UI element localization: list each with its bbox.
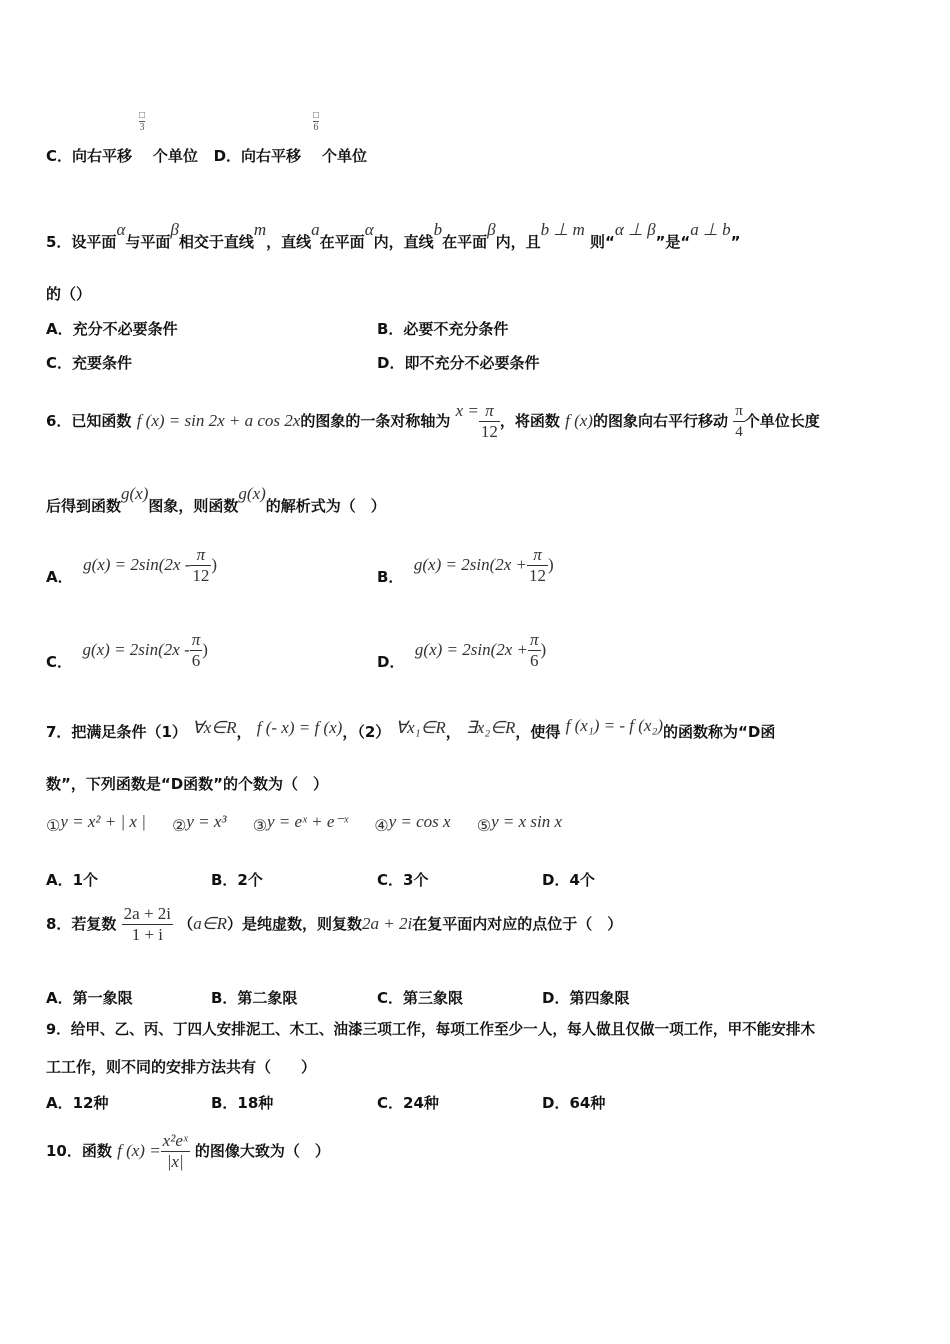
q7-item-4-number: ④ — [374, 816, 389, 835]
q7-stem-line1 — [46, 716, 776, 742]
q6-function-f: f (x) = sin 2x + a cos 2x — [136, 411, 301, 430]
q6-option-c-fraction — [190, 630, 203, 671]
q6-option-d-den: 6 — [530, 651, 539, 670]
q7-condition-equation: f (x₁) = - f (x₂) — [565, 716, 664, 735]
q6-pi: π — [530, 630, 539, 649]
q6-function-f-short: f (x) — [565, 411, 593, 430]
q4-d-fraction-num: □ — [313, 110, 320, 121]
q5-text: 与平面 — [125, 233, 171, 251]
q4-option-c-label: C．向右平移 — [46, 147, 133, 165]
q6-text: 的图象的一条对称轴为 — [300, 412, 451, 430]
q5-option-a: A．充分不必要条件 — [46, 320, 178, 338]
q6-g: g(x) — [121, 484, 149, 503]
q6-option-b-fraction — [527, 545, 548, 586]
q6-den-12: 12 — [480, 422, 498, 441]
q5-alpha: α — [364, 220, 374, 239]
q6-pi: π — [479, 401, 500, 422]
q6-option-d-expr: g(x) = 2sin(2x + — [414, 640, 529, 659]
q6-text: 个单位长度 — [744, 412, 820, 430]
q10-fraction — [161, 1131, 190, 1172]
q6-option-c-expr: g(x) = 2sin(2x - — [82, 640, 190, 659]
q7-item-3-number: ③ — [252, 816, 267, 835]
q6-option-a-den: 12 — [192, 566, 210, 585]
q6-den-4: 4 — [735, 424, 743, 440]
q6-option-c-label: C． — [46, 653, 73, 671]
q5-m: m — [253, 220, 267, 239]
q8-fraction — [122, 904, 173, 945]
q5-a: a — [311, 220, 320, 239]
q5-alpha: α — [116, 220, 126, 239]
q10-stem — [46, 1130, 330, 1172]
q8-option-c: C．第三象限 — [377, 989, 464, 1007]
q5-option-c: C．充要条件 — [46, 354, 133, 372]
q7-item-5-function: y = x sin x — [491, 812, 563, 831]
q9-option-a: A．12种 — [46, 1094, 109, 1112]
q5-text: 是 — [665, 233, 681, 251]
q9-option-d: D．64种 — [542, 1094, 606, 1112]
q10-function-f: f (x) = — [117, 1141, 161, 1160]
q6-fraction-pi-12 — [479, 401, 500, 442]
q4-option-d-unit: 个单位 — [321, 147, 367, 165]
q6-option-b-den: 12 — [529, 566, 546, 585]
q7-option-d: D．4个 — [542, 871, 595, 889]
q9-stem-line1: 9．给甲、乙、丙、丁四人安排泥工、木工、油漆三项工作，每项工作至少一人，每人做且仅做一项工作，甲不能安排木 — [46, 1021, 816, 1038]
q8-fraction-num: 2a + 2i — [123, 904, 172, 923]
q6-text: ，将函数 — [499, 412, 560, 430]
q10-text: 的图像大致为（ ） — [194, 1142, 330, 1160]
q5-option-d: D．即不充分不必要条件 — [377, 354, 540, 372]
q5-b: b — [433, 220, 443, 239]
q5-b-perp-m: b ⊥ m — [540, 220, 585, 239]
q5-quote: “ — [680, 233, 691, 251]
q9-option-c: C．24种 — [377, 1094, 439, 1112]
q5-beta: β — [170, 220, 179, 239]
q10-fraction-num: x²eˣ — [162, 1131, 188, 1150]
q6-option-a-label: A． — [46, 568, 73, 586]
q4-d-fraction-den: 6 — [313, 122, 319, 133]
q5-text: 则 — [589, 233, 605, 251]
q6-text: 后得到函数 — [46, 497, 122, 515]
q7-stem-line2: 数”，下列函数是“D函数”的个数为（ ） — [46, 775, 329, 793]
q7-condition-forall-x: ∀x∈R — [192, 718, 237, 737]
q6-pi: π — [191, 630, 201, 649]
q7-item-2-function: y = x³ — [186, 812, 227, 831]
q8-text: （ — [178, 915, 194, 933]
q5-text: 在平面 — [319, 233, 365, 251]
q6-text: 的图象向右平行移动 — [592, 412, 728, 430]
q5-beta: β — [487, 220, 496, 239]
q6-paren: ) — [211, 555, 218, 574]
q7-condition-forall-x1: ∀x₁∈R — [395, 718, 446, 737]
q6-axis-x: x = — [455, 401, 479, 420]
q8-option-d: D．第四象限 — [542, 989, 630, 1007]
q7-option-a: A．1个 — [46, 871, 99, 889]
q8-text: 8．若复数 — [46, 915, 117, 933]
q8-fraction-den: 1 + i — [131, 925, 163, 944]
q7-text: 的函数称为“D函 — [663, 723, 776, 741]
q5-text: 5．设平面 — [46, 233, 117, 251]
q6-option-d-label: D． — [377, 653, 405, 671]
q7-text: 7．把满足条件（1） — [46, 723, 187, 741]
q6-g: g(x) — [238, 484, 266, 503]
q9-option-b: B．18种 — [211, 1094, 274, 1112]
q7-item-4-function: y = cos x — [388, 812, 451, 831]
q6-option-b-expr: g(x) = 2sin(2x + — [413, 555, 527, 574]
q6-pi: π — [733, 401, 745, 422]
q8-option-a: A．第一象限 — [46, 989, 133, 1007]
q8-text: ）是纯虚数，则复数 — [226, 915, 362, 933]
q4-c-fraction-den: 3 — [139, 122, 145, 133]
q5-stem-line2: 的（） — [46, 285, 92, 303]
q5-text: ，直线 — [266, 233, 312, 251]
q8-option-b: B．第二象限 — [211, 989, 298, 1007]
q6-paren: ) — [540, 640, 547, 659]
q8-complex: 2a + 2i — [362, 914, 413, 933]
q6-option-b — [377, 545, 554, 586]
q6-paren: ) — [202, 640, 208, 659]
q7-item-1-function: y = x² + | x | — [60, 812, 146, 831]
q7-text: ，（2） — [342, 723, 391, 741]
q5-quote: “ — [604, 233, 615, 251]
q7-text: ， — [445, 723, 461, 741]
q4-options-line — [46, 146, 367, 166]
q8-condition: a∈R — [193, 914, 227, 933]
q6-option-b-label: B． — [377, 568, 404, 586]
q6-option-c — [46, 630, 208, 671]
q10-text: 10．函数 — [46, 1142, 112, 1160]
q5-quote: ” — [655, 233, 666, 251]
q5-text: 内，且 — [495, 233, 541, 251]
q6-option-a — [46, 545, 217, 586]
q10-fraction-den: |x| — [166, 1152, 184, 1171]
q7-item-5-number: ⑤ — [476, 816, 492, 835]
q5-text: 在平面 — [442, 233, 488, 251]
q6-fraction-pi-4 — [733, 401, 745, 442]
q7-item-2-number: ② — [172, 816, 187, 835]
q5-quote: ” — [730, 233, 741, 251]
q5-option-b: B．必要不充分条件 — [377, 320, 509, 338]
q4-option-d-label: D．向右平移 — [213, 147, 302, 165]
q8-text: 在复平面内对应的点位于（ ） — [412, 915, 623, 933]
q5-text: 内，直线 — [373, 233, 434, 251]
q5-text: 相交于直线 — [178, 233, 254, 251]
q7-item-1-number: ① — [46, 816, 61, 835]
q7-text: ， — [236, 723, 252, 741]
q6-option-d — [377, 630, 546, 671]
q9-stem-line2: 工工作，则不同的安排方法共有（ ） — [46, 1058, 317, 1076]
q6-pi: π — [190, 545, 211, 566]
q6-option-a-fraction — [190, 545, 211, 586]
q6-text: 6．已知函数 — [46, 412, 132, 430]
q6-pi: π — [527, 545, 548, 566]
q7-condition-even: f (- x) = f (x) — [256, 718, 343, 737]
q4-option-c-unit: 个单位 — [152, 147, 198, 165]
q7-condition-exists-x2: ∃x₂∈R — [466, 718, 516, 737]
q6-stem-line1 — [46, 400, 820, 442]
q5-alpha-perp-beta: α ⊥ β — [614, 220, 656, 239]
q7-function-list — [46, 812, 563, 836]
q6-text: 图象，则函数 — [148, 497, 239, 515]
q7-item-3-function: y = eˣ + e⁻ˣ — [266, 812, 349, 831]
q7-option-b: B．2个 — [211, 871, 263, 889]
q4-d-fraction — [313, 110, 319, 133]
q7-text: ，使得 — [515, 723, 561, 741]
q4-c-fraction-num: □ — [139, 110, 146, 121]
q6-option-d-fraction — [528, 630, 541, 671]
q5-stem-line1 — [46, 220, 741, 252]
q8-stem — [46, 903, 622, 945]
q7-option-c: C．3个 — [377, 871, 429, 889]
q5-a-perp-b: a ⊥ b — [690, 220, 731, 239]
q4-c-fraction — [139, 110, 145, 133]
q6-paren: ) — [548, 555, 554, 574]
q6-option-a-expr: g(x) = 2sin(2x - — [83, 555, 191, 574]
q6-stem-line2 — [46, 484, 386, 516]
q6-text: 的解析式为（ ） — [265, 497, 386, 515]
q6-option-c-den: 6 — [191, 651, 201, 670]
